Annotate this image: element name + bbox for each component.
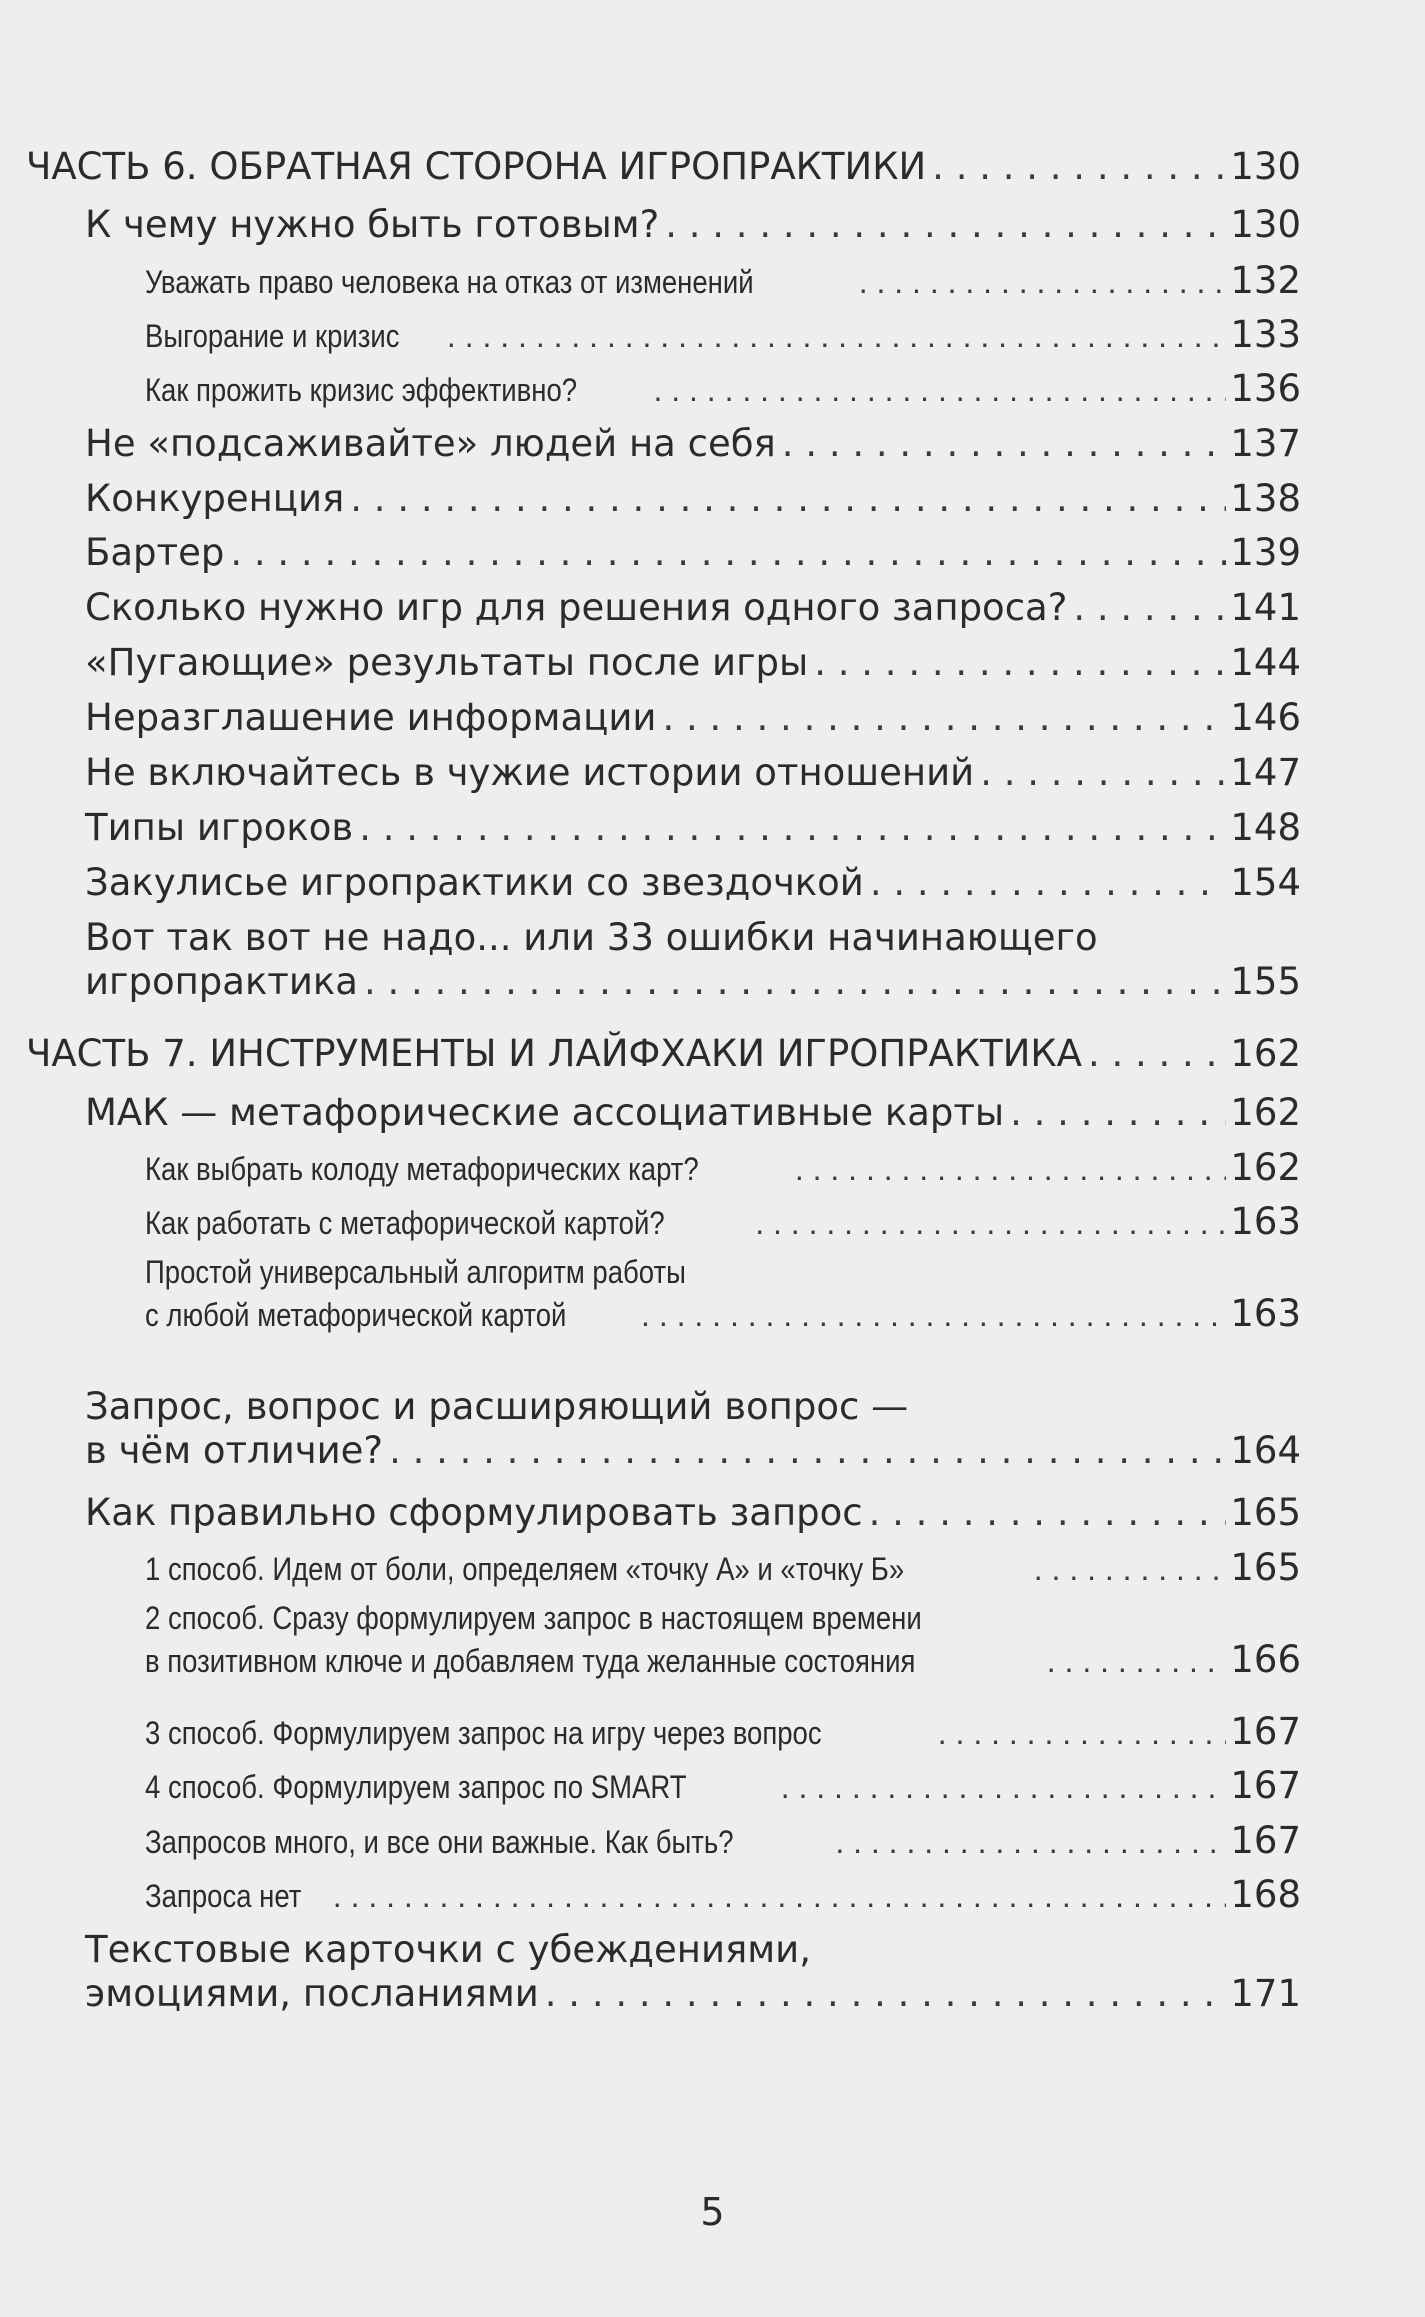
toc-page-number: 171 xyxy=(1230,1971,1301,2015)
toc-entry-title: 4 способ. Формулируем запрос по SMART xyxy=(145,1769,687,1805)
toc-page-number: 167 xyxy=(1230,1710,1301,1753)
toc-page-number: 130 xyxy=(1230,203,1301,246)
toc-page-number: 165 xyxy=(1230,1546,1301,1589)
toc-entry-title: Запросов много, и все они важные. Как быть? xyxy=(145,1824,734,1860)
toc-chapter xyxy=(0,586,1425,630)
toc-entry-title: Как выбрать колоду метафорических карт? xyxy=(145,1151,699,1187)
toc-entry-title: Типы игроков xyxy=(85,806,354,849)
toc-chapter xyxy=(0,861,1425,905)
toc-subsection xyxy=(0,1873,1425,1917)
toc-entry-title: Конкуренция xyxy=(85,477,345,520)
toc-chapter xyxy=(0,696,1425,740)
dot-leader xyxy=(795,1151,1227,1189)
toc-entry-title: К чему нужно быть готовым? xyxy=(85,203,660,246)
toc-entry-title: Закулисье игропрактики со звездочкой xyxy=(85,861,864,904)
dot-leader xyxy=(814,641,1226,685)
toc-subsection xyxy=(0,1546,1425,1590)
dot-leader xyxy=(938,1715,1227,1753)
dot-leader xyxy=(1088,1032,1226,1076)
toc-subsection xyxy=(0,313,1425,357)
toc-chapter xyxy=(0,641,1425,685)
toc-entry-title-line: Запрос, вопрос и расширяющий вопрос — xyxy=(85,1385,909,1428)
toc-page-number: 164 xyxy=(1230,1428,1301,1472)
dot-leader xyxy=(869,1491,1227,1535)
dot-leader xyxy=(230,531,1226,575)
toc-subsection xyxy=(0,1254,1425,1335)
toc-entry-title: ЧАСТЬ 7. ИНСТРУМЕНТЫ И ЛАЙФХАКИ ИГРОПРАКТИКА xyxy=(26,1032,1082,1075)
dot-leader xyxy=(447,318,1226,356)
toc-subsection xyxy=(0,1764,1425,1808)
toc-subsection xyxy=(0,1146,1425,1190)
toc-chapter xyxy=(0,1091,1425,1135)
toc-page-number: 136 xyxy=(1230,367,1301,410)
toc-part-heading xyxy=(0,145,1425,189)
toc-page-number: 141 xyxy=(1230,586,1301,629)
toc-page-number: 162 xyxy=(1230,1091,1301,1134)
toc-entry-title: Как работать с метафорической картой? xyxy=(145,1205,665,1241)
toc-entry-title: 3 способ. Формулируем запрос на игру через вопрос xyxy=(145,1715,822,1751)
dot-leader xyxy=(782,422,1227,466)
toc-chapter xyxy=(0,1385,1425,1472)
toc-page-number: 165 xyxy=(1230,1491,1301,1534)
dot-leader xyxy=(859,264,1227,302)
toc-entry-title: МАК — метафорические ассоциативные карты xyxy=(85,1091,1005,1134)
dot-leader xyxy=(1010,1091,1226,1135)
toc-page-number: 154 xyxy=(1230,861,1301,904)
toc-entry-title-line: Текстовые карточки с убеждениями, xyxy=(85,1928,811,1971)
toc-entry-title: Как правильно сформулировать запрос xyxy=(85,1491,863,1534)
toc-entry-title: в позитивном ключе и добавляем туда желанные состояния xyxy=(145,1642,916,1679)
dot-leader xyxy=(545,1972,1227,2016)
dot-leader xyxy=(1073,586,1226,630)
dot-leader xyxy=(665,203,1226,247)
toc-page-number: 167 xyxy=(1230,1819,1301,1862)
toc-page-number: 146 xyxy=(1230,696,1301,739)
toc-entry-title: 1 способ. Идем от боли, определяем «точку А» и «точку Б» xyxy=(145,1551,905,1587)
toc-page-number: 139 xyxy=(1230,531,1301,574)
toc-subsection xyxy=(0,1819,1425,1863)
toc-page-number: 132 xyxy=(1230,259,1301,302)
dot-leader xyxy=(653,372,1226,410)
toc-entry-title: Неразглашение информации xyxy=(85,696,657,739)
toc-subsection xyxy=(0,1710,1425,1754)
toc-part-heading xyxy=(0,1032,1425,1076)
toc-chapter xyxy=(0,1491,1425,1535)
dot-leader xyxy=(835,1824,1226,1862)
toc-page-number: 137 xyxy=(1230,422,1301,465)
toc-entry-title-line: Простой универсальный алгоритм работы xyxy=(145,1254,686,1290)
dot-leader xyxy=(932,145,1226,189)
toc-page-number: 133 xyxy=(1230,313,1301,356)
dot-leader xyxy=(870,861,1227,905)
toc-chapter xyxy=(0,751,1425,795)
toc-page-number: 168 xyxy=(1230,1873,1301,1916)
toc-entry-title: Бартер xyxy=(85,531,225,574)
toc-entry-title: Не «подсаживайте» людей на себя xyxy=(85,422,776,465)
toc-entry-title: Уважать право человека на отказ от изменений xyxy=(145,264,754,300)
dot-leader xyxy=(333,1878,1227,1916)
toc-chapter xyxy=(0,477,1425,521)
dot-leader xyxy=(1034,1551,1227,1589)
page-number: 5 xyxy=(700,2190,725,2234)
dot-leader xyxy=(364,960,1226,1004)
toc-entry-title: эмоциями, посланиями xyxy=(85,1971,539,2015)
toc-page-number: 138 xyxy=(1230,477,1301,520)
dot-leader xyxy=(641,1297,1226,1335)
toc-page-number: 163 xyxy=(1230,1200,1301,1243)
toc-subsection xyxy=(0,259,1425,303)
toc-page-number: 163 xyxy=(1230,1291,1301,1335)
dot-leader xyxy=(980,751,1226,795)
toc-entry-title-line: Вот так вот не надо... или 33 ошибки начинающего xyxy=(85,916,1098,959)
dot-leader xyxy=(389,1429,1226,1473)
dot-leader xyxy=(350,477,1226,521)
toc-chapter xyxy=(0,203,1425,247)
toc-page-number: 166 xyxy=(1230,1637,1301,1681)
toc-entry-title-line: 2 способ. Сразу формулируем запрос в настоящем времени xyxy=(145,1600,922,1636)
toc-page-number: 130 xyxy=(1230,145,1301,188)
toc-entry-title: Не включайтесь в чужие истории отношений xyxy=(85,751,975,794)
toc-subsection xyxy=(0,367,1425,411)
toc-page-number: 167 xyxy=(1230,1764,1301,1807)
dot-leader xyxy=(755,1205,1226,1243)
toc-chapter xyxy=(0,531,1425,575)
toc-entry-title: Выгорание и кризис xyxy=(145,318,400,354)
toc-entry-title: ЧАСТЬ 6. ОБРАТНАЯ СТОРОНА ИГРОПРАКТИКИ xyxy=(26,145,927,188)
toc-entry-title: Сколько нужно игр для решения одного запроса? xyxy=(85,586,1068,629)
toc-subsection xyxy=(0,1200,1425,1244)
toc-subsection xyxy=(0,1600,1425,1681)
toc-page-number: 162 xyxy=(1230,1032,1301,1075)
toc-entry-title: «Пугающие» результаты после игры xyxy=(85,641,809,684)
dot-leader xyxy=(359,806,1226,850)
toc-page-number: 155 xyxy=(1230,959,1301,1003)
toc-entry-title: с любой метафорической картой xyxy=(145,1296,567,1333)
toc-page-number: 147 xyxy=(1230,751,1301,794)
toc-entry-title: игропрактика xyxy=(85,959,358,1003)
toc-entry-title: в чём отличие? xyxy=(85,1428,384,1472)
toc-page-number: 144 xyxy=(1230,641,1301,684)
toc-chapter xyxy=(0,1928,1425,2015)
toc-chapter xyxy=(0,422,1425,466)
toc-chapter xyxy=(0,916,1425,1003)
toc-chapter xyxy=(0,806,1425,850)
dot-leader xyxy=(662,696,1226,740)
dot-leader xyxy=(1047,1643,1227,1681)
toc-entry-title: Как прожить кризис эффективно? xyxy=(145,372,578,408)
dot-leader xyxy=(781,1769,1227,1807)
toc-page-number: 162 xyxy=(1230,1146,1301,1189)
toc-page-number: 148 xyxy=(1230,806,1301,849)
toc-entry-title: Запроса нет xyxy=(145,1878,302,1914)
